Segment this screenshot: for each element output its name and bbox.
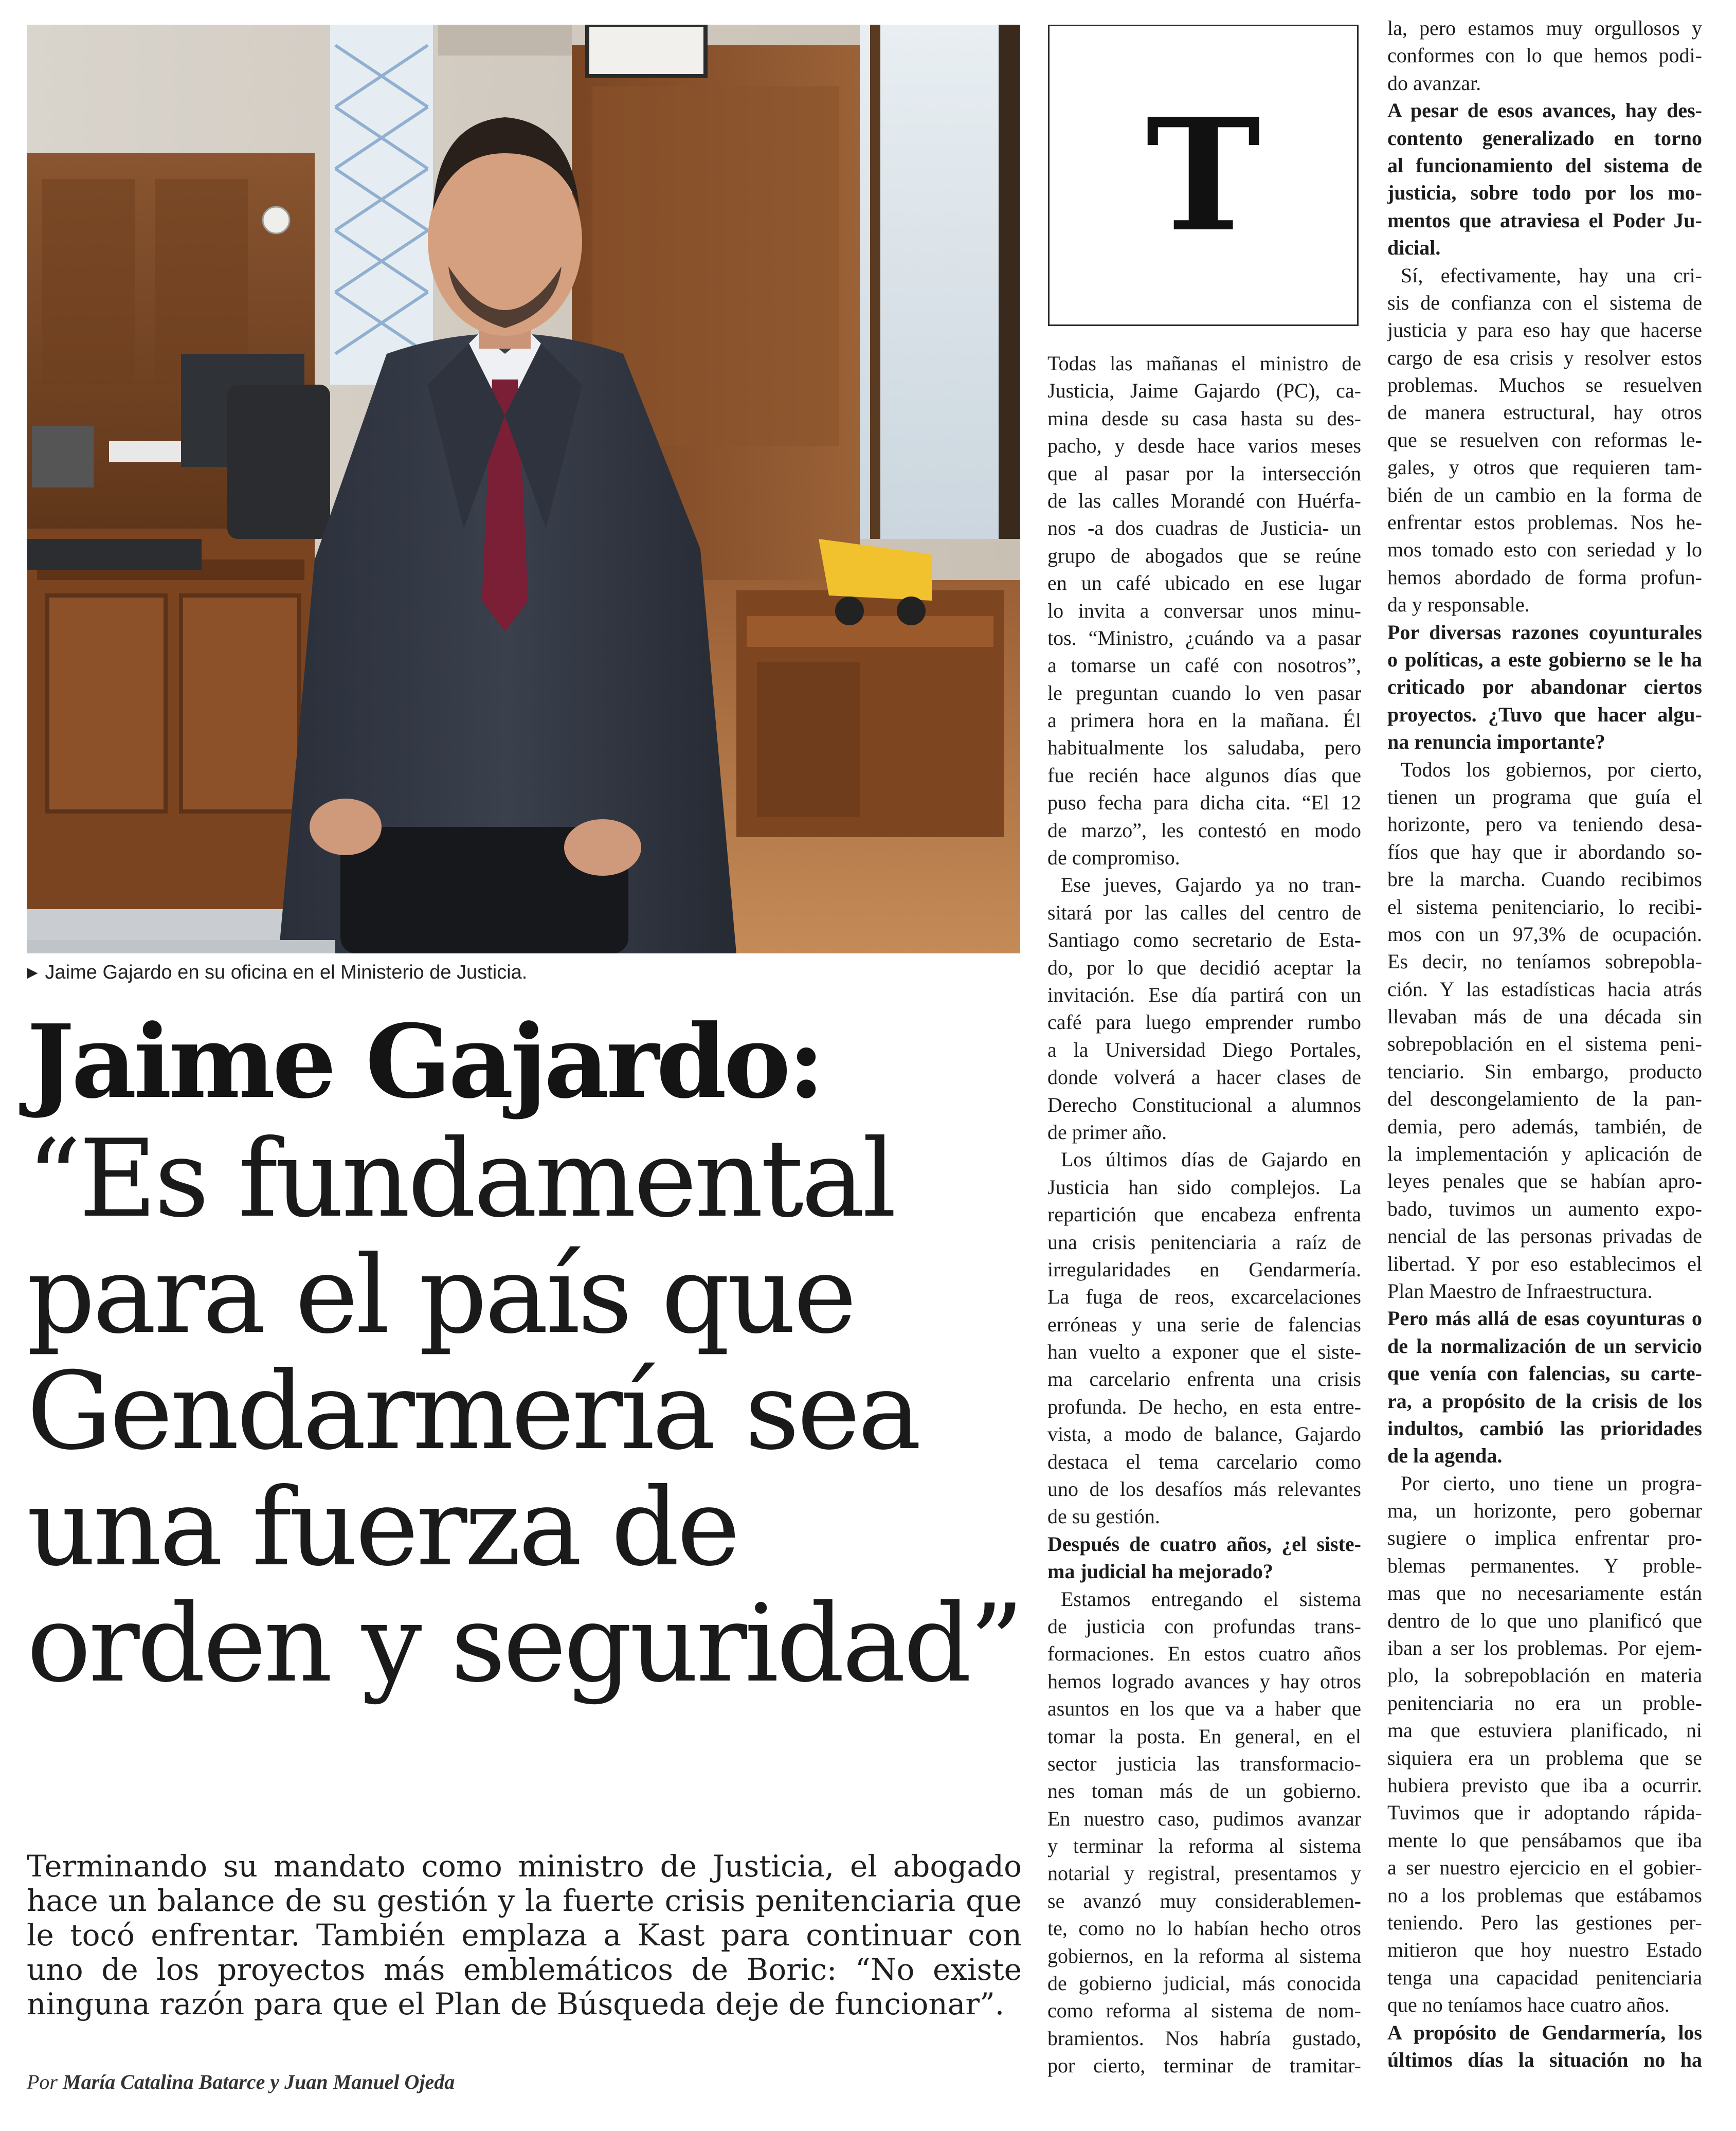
body-text-line: de primer año.	[1047, 1120, 1167, 1144]
body-text-line: Los últimos días de Gajardo en	[1061, 1148, 1361, 1171]
caption-text: Jaime Gajardo en su oficina en el Ministerio de Justicia.	[45, 962, 528, 983]
body-text-line: Estamos entregando el sistema	[1061, 1587, 1361, 1611]
body-text-line: fue recién hace algunos días que	[1047, 763, 1361, 787]
body-text-line: iban a ser los problemas. Por ejem-	[1387, 1636, 1702, 1660]
question-line: últimos días la situación no ha	[1387, 2048, 1702, 2071]
body-text-line: ma que estuviera planificado, ni	[1387, 1719, 1702, 1742]
body-text-line: asuntos en los que va a haber que	[1047, 1697, 1361, 1721]
photo-minister-office	[27, 25, 1020, 953]
body-text-line: formaciones. En estos cuatro años	[1047, 1642, 1361, 1666]
body-text-line: da y responsable.	[1387, 593, 1530, 617]
body-text-line: te, como no lo habían hecho otros	[1047, 1917, 1361, 1940]
body-text-line: bado, tuvimos un aumento expo-	[1387, 1197, 1702, 1220]
body-text-line: ma, un horizonte, pero gobernar	[1387, 1499, 1702, 1523]
body-text-line: notarial y registral, presentamos y	[1047, 1862, 1361, 1885]
body-text-line: erróneas y una serie de falencias	[1047, 1312, 1361, 1336]
body-text-line: que al pasar por la intersección	[1047, 461, 1361, 485]
body-text-line: la, pero estamos muy orgullosos y	[1387, 16, 1702, 40]
body-text-line: a tomarse un café con nosotros”,	[1047, 654, 1361, 677]
body-text-line: nencial de las personas privadas de	[1387, 1224, 1702, 1248]
body-text-line: gales, y otros que requieren tam-	[1387, 456, 1702, 479]
body-text-line: dentro de lo que uno planificó que	[1387, 1609, 1702, 1632]
body-text-line: ción. Y las estadísticas hacia atrás	[1387, 977, 1702, 1001]
byline	[27, 2069, 1022, 2095]
body-text-line: mina desde su casa hasta su des-	[1047, 406, 1361, 430]
body-text-line: a ser nuestro ejercicio en el gobier-	[1387, 1856, 1702, 1880]
article-column-2	[1047, 350, 1361, 2080]
body-text-line: que se resuelven con reformas le-	[1387, 428, 1702, 452]
body-text-line: de gobierno judicial, más conocida	[1047, 1972, 1361, 1995]
body-text-line: una crisis penitenciaria a raíz de	[1047, 1230, 1361, 1254]
body-text-line: vista, a modo de balance, Gajardo	[1047, 1422, 1361, 1446]
body-text-line: teniendo. Pero las gestiones per-	[1387, 1910, 1702, 1934]
body-text-line: destaca el tema carcelario como	[1047, 1450, 1361, 1473]
question-line: ra, a propósito de la crisis de los	[1387, 1389, 1702, 1413]
body-text-line: lo invita a conversar unos minu-	[1047, 599, 1361, 622]
body-text-line: nos -a dos cuadras de Justicia- un	[1047, 516, 1361, 540]
body-text-line: uno de los desafíos más relevantes	[1047, 1477, 1361, 1501]
body-text-line: cargo de esa crisis y resolver estos	[1387, 346, 1702, 369]
body-text-line: mas que no necesariamente están	[1387, 1581, 1702, 1605]
body-text-line: Justicia han sido complejos. La	[1047, 1175, 1361, 1199]
body-text-line: En nuestro caso, pudimos avanzar	[1047, 1807, 1361, 1830]
question-line: A pesar de esos avances, hay des-	[1387, 99, 1702, 122]
body-text-line: Derecho Constitucional a alumnos	[1047, 1093, 1361, 1116]
body-text-line: Tuvimos que ir adoptando rápida-	[1387, 1801, 1702, 1825]
body-text-line: problemas. Muchos se resuelven	[1387, 373, 1702, 397]
body-text-line: Todas las mañanas el ministro de	[1047, 352, 1361, 375]
body-text-line: han vuelto a exponer que el siste-	[1047, 1340, 1361, 1364]
body-text-line: profunda. De hecho, en esta entre-	[1047, 1395, 1361, 1418]
byline-authors: María Catalina Batarce y Juan Manuel Ojeda	[63, 2070, 455, 2093]
body-text-line: horizonte, pero va teniendo desa-	[1387, 812, 1702, 836]
question-line: de la agenda.	[1387, 1444, 1503, 1468]
body-text-line: de manera estructural, hay otros	[1387, 401, 1702, 424]
body-text-line: mos tomado esto con seriedad y lo	[1387, 538, 1702, 562]
headline-quote-line: orden y seguridad”	[27, 1582, 1022, 1706]
question-line: ma judicial ha mejorado?	[1047, 1560, 1273, 1583]
body-text-line: tienen un programa que guía el	[1387, 785, 1702, 808]
headline-name: Jaime Gajardo:	[27, 1003, 822, 1121]
question-line: Por diversas razones coyunturales	[1387, 620, 1702, 644]
body-text-line: como reforma al sistema de nom-	[1047, 1999, 1361, 2022]
body-text-line: repartición que encabeza enfrenta	[1047, 1203, 1361, 1226]
question-line: al funcionamiento del sistema de	[1387, 153, 1702, 177]
question-line: contento generalizado en torno	[1387, 126, 1702, 150]
body-text-line: do avanzar.	[1387, 71, 1481, 95]
body-text-line: Justicia, Jaime Gajardo (PC), ca-	[1047, 379, 1361, 403]
body-text-line: donde volverá a hacer clases de	[1047, 1066, 1361, 1089]
body-text-line: habitualmente los saludaba, pero	[1047, 736, 1361, 760]
question-line: que venía con falencias, su carte-	[1387, 1362, 1702, 1385]
body-text-line: libertad. Y por eso establecimos el	[1387, 1252, 1702, 1275]
body-text-line: ma carcelario enfrenta una crisis	[1047, 1367, 1361, 1391]
body-text-line: se avanzó muy considerablemen-	[1047, 1889, 1361, 1912]
body-text-line: del descongelamiento de la pan-	[1387, 1087, 1702, 1111]
body-text-line: do, por lo que decidió aceptar la	[1047, 955, 1361, 979]
body-text-line: Ese jueves, Gajardo ya no tran-	[1061, 873, 1361, 897]
question-line: dicial.	[1387, 236, 1441, 260]
body-text-line: demia, pero además, también, de	[1387, 1114, 1702, 1138]
byline-prefix: Por	[27, 2070, 58, 2093]
body-text-line: mitieron que hoy nuestro Estado	[1387, 1938, 1702, 1962]
question-line: indultos, cambió las prioridades	[1387, 1416, 1702, 1440]
body-text-line: blemas permanentes. Y proble-	[1387, 1554, 1702, 1577]
body-text-line: de su gestión.	[1047, 1505, 1160, 1528]
body-text-line: la implementación y aplicación de	[1387, 1142, 1702, 1166]
drop-cap-letter: T	[1146, 84, 1261, 266]
body-text-line: de justicia con profundas trans-	[1047, 1614, 1361, 1638]
body-text-line: Sí, efectivamente, hay una cri-	[1401, 263, 1702, 287]
headline-quote	[27, 1117, 1029, 1706]
body-text-line: conformes con lo que hemos podi-	[1387, 44, 1702, 67]
headline-quote-line: para el país que	[27, 1233, 855, 1358]
photo-caption	[27, 960, 1020, 987]
body-text-line: hubiera previsto que iba a ocurrir.	[1387, 1774, 1702, 1797]
body-text-line: no a los problemas que estábamos	[1387, 1883, 1702, 1907]
body-text-line: tenga una capacidad penitenciaria	[1387, 1965, 1702, 1989]
question-line: na renuncia importante?	[1387, 730, 1605, 754]
body-text-line: sitará por las calles del centro de	[1047, 900, 1361, 924]
body-text-line: le preguntan cuando lo ven pasar	[1047, 681, 1361, 705]
body-text-line: tomar la posta. En general, en el	[1047, 1724, 1361, 1748]
body-text-line: grupo de abogados que se reúne	[1047, 544, 1361, 567]
body-text-line: el sistema penitenciario, lo recibi-	[1387, 895, 1702, 918]
body-text-line: pacho, y desde hace varios meses	[1047, 434, 1361, 458]
body-text-line: a la Universidad Diego Portales,	[1047, 1038, 1361, 1061]
body-text-line: sector justicia las transformacio-	[1047, 1751, 1361, 1775]
body-text-line: Santiago como secretario de Esta-	[1047, 928, 1361, 952]
question-line: A propósito de Gendarmería, los	[1387, 2020, 1702, 2044]
body-text-line: de marzo”, les contestó en modo	[1047, 818, 1361, 842]
article-column-3	[1387, 14, 1702, 2073]
question-line: de la normalización de un servicio	[1387, 1334, 1702, 1358]
body-text-line: Es decir, no teníamos sobrepobla-	[1387, 950, 1702, 973]
question-line: Pero más allá de esas coyunturas o	[1387, 1307, 1702, 1330]
question-line: proyectos. ¿Tuvo que hacer algu-	[1387, 702, 1702, 726]
body-text-line: sugiere o implica enfrentar pro-	[1387, 1526, 1702, 1550]
drop-cap-box	[1048, 25, 1359, 326]
body-text-line: que no teníamos hace cuatro años.	[1387, 1993, 1670, 2017]
body-text-line: bramientos. Nos habría gustado,	[1047, 2026, 1361, 2050]
body-text-line: penitenciaria no era un proble-	[1387, 1691, 1702, 1714]
body-text-line: en un café ubicado en ese lugar	[1047, 571, 1361, 595]
body-text-line: sobrepoblación en el sistema peni-	[1387, 1032, 1702, 1056]
body-text-line: sis de confianza con el sistema de	[1387, 291, 1702, 314]
question-line: justicia, sobre todo por los mo-	[1387, 181, 1702, 205]
question-line: mentos que atraviesa el Poder Ju-	[1387, 208, 1702, 232]
body-text-line: enfrentar estos problemas. Nos he-	[1387, 511, 1702, 534]
body-text-line: llevaban más de una década sin	[1387, 1005, 1702, 1028]
body-text-line: La fuga de reos, excarcelaciones	[1047, 1285, 1361, 1309]
body-text-line: plo, la sobrepoblación en materia	[1387, 1664, 1702, 1687]
body-text-line: siquiera era un problema que se	[1387, 1746, 1702, 1769]
body-text-line: bién de un cambio en la forma de	[1387, 483, 1702, 507]
body-text-line: Todos los gobiernos, por cierto,	[1401, 757, 1702, 781]
body-text-line: fíos que hay que ir abordando so-	[1387, 840, 1702, 863]
body-text-line: a primera hora en la mañana. Él	[1047, 709, 1361, 732]
question-line: criticado por abandonar ciertos	[1387, 675, 1702, 699]
body-text-line: gobiernos, en la reforma al sistema	[1047, 1944, 1361, 1967]
body-text-line: justicia y para eso hay que hacerse	[1387, 318, 1702, 342]
question-line: Después de cuatro años, ¿el siste-	[1047, 1532, 1361, 1556]
body-text-line: Por cierto, uno tiene un progra-	[1401, 1471, 1702, 1495]
headline-quote-line: Gendarmería sea	[27, 1349, 919, 1474]
body-text-line: leyes penales que se habían apro-	[1387, 1169, 1702, 1193]
body-text-line: de compromiso.	[1047, 846, 1180, 870]
body-text-line: de las calles Morandé con Huérfa-	[1047, 489, 1361, 512]
body-text-line: hemos abordado de forma profun-	[1387, 565, 1702, 589]
body-text-line: invitación. Ese día partirá con un	[1047, 983, 1361, 1006]
body-text-line: nes toman más de un gobierno.	[1047, 1779, 1361, 1803]
body-text-line: tenciario. Sin embargo, producto	[1387, 1059, 1702, 1083]
question-line: o políticas, a este gobierno se le ha	[1387, 647, 1702, 671]
caption-triangle-icon: ▶	[27, 964, 38, 980]
body-text-line: hemos logrado avances y hay otros	[1047, 1669, 1361, 1693]
body-text-line: mente lo que pensábamos que iba	[1387, 1828, 1702, 1852]
body-text-line: bre la marcha. Cuando recibimos	[1387, 868, 1702, 891]
body-text-line: y terminar la reforma al sistema	[1047, 1834, 1361, 1858]
body-text-line: café para luego emprender rumbo	[1047, 1010, 1361, 1034]
body-text-line: Plan Maestro de Infraestructura.	[1387, 1279, 1653, 1303]
standfirst: Terminando su mandato como ministro de Justicia, el abogado hace un balance de su gestión y la fuerte crisis penitenciaria que le tocó enfrentar. También emplaza a Kast para continuar con uno de los proyectos más emblemáticos de Boric: “No existe ninguna razón para que el Plan de Búsqueda deje de funcionar”.	[27, 1849, 1022, 2021]
body-text-line: por cierto, terminar de tramitar-	[1047, 2054, 1361, 2078]
body-text-line: irregularidades en Gendarmería.	[1047, 1257, 1361, 1281]
headline-quote-line: “Es fundamental	[27, 1117, 894, 1241]
headline-quote-line: una fuerza de	[27, 1466, 738, 1590]
body-text-line: puso fecha para dicha cita. “El 12	[1047, 791, 1361, 815]
body-text-line: tos. “Ministro, ¿cuándo va a pasar	[1047, 626, 1361, 649]
body-text-line: mos con un 97,3% de ocupación.	[1387, 922, 1702, 946]
